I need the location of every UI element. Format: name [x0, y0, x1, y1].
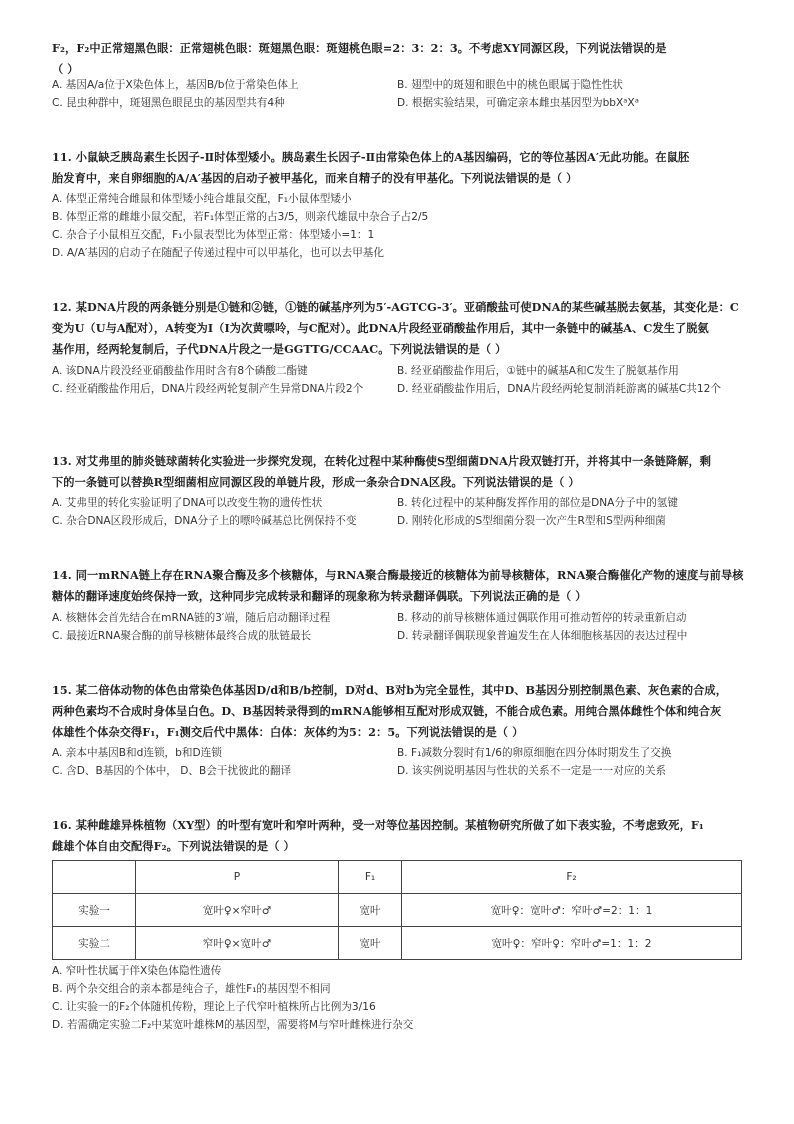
- question-10-line-1: F₂，F₂中正常翅黑色眼：正常翅桃色眼：斑翅黑色眼：斑翅桃色眼=2：3：2：3。不考虑XY同源区段，下列说法错误的是: [52, 41, 667, 55]
- table-cell: 宽叶♀：窄叶♀：窄叶♂=1：1：2: [402, 927, 742, 960]
- question-14-line-1: 14. 同一mRNA链上存在RNA聚合酶及多个核糖体，与RNA聚合酶最接近的核糖体为前导核糖体，RNA聚合酶催化产物的速度与前导核: [52, 568, 744, 582]
- question-16-option-b[interactable]: B. 两个杂交组合的亲本都是纯合子，雄性F₁的基因型不相同: [52, 983, 331, 995]
- question-11-option-c[interactable]: C. 杂合子小鼠相互交配，F₁小鼠表型比为体型正常：体型矮小=1：1: [52, 229, 375, 241]
- table-cell: 宽叶♀×窄叶♂: [136, 894, 339, 927]
- question-12-option-a[interactable]: A. 该DNA片段没经亚硝酸盐作用时含有8个磷酸二酯键: [52, 365, 308, 377]
- question-12-stem: [52, 297, 742, 360]
- table-header-cell: F₂: [402, 861, 742, 894]
- table-cell: 实验一: [53, 894, 136, 927]
- table-cell: 窄叶♀×宽叶♂: [136, 927, 339, 960]
- table-header-cell: P: [136, 861, 339, 894]
- question-15-line-2: 两种色素均不合成时身体呈白色。D、B基因转录得到的mRNA能够相互配对形成双链，不能合成色素。用纯合黑体雌性个体和纯合灰: [52, 704, 722, 718]
- question-12-option-b[interactable]: B. 经亚硝酸盐作用后，①链中的碱基A和C发生了脱氨基作用: [397, 365, 679, 377]
- question-15-stem: [52, 680, 742, 743]
- question-11-option-a[interactable]: A. 体型正常纯合雌鼠和体型矮小纯合雄鼠交配，F₁小鼠体型矮小: [52, 193, 352, 205]
- question-14-option-a[interactable]: A. 核糖体会首先结合在mRNA链的3′端，随后启动翻译过程: [52, 612, 331, 624]
- question-11-option-d[interactable]: D. A/A′基因的启动子在随配子传递过程中可以甲基化，也可以去甲基化: [52, 247, 384, 259]
- table-row: [53, 894, 742, 927]
- question-16-stem: [52, 815, 742, 857]
- table-header-row: [53, 861, 742, 894]
- question-14-option-b[interactable]: B. 移动的前导核糖体通过偶联作用可推动暂停的转录重新启动: [397, 612, 687, 624]
- table-cell: 宽叶: [339, 894, 402, 927]
- question-10-option-b[interactable]: B. 翅型中的斑翅和眼色中的桃色眼属于隐性性状: [397, 79, 623, 91]
- question-15-option-d[interactable]: D. 该实例说明基因与性状的关系不一定是一一对应的关系: [397, 765, 667, 777]
- question-11-stem: [52, 147, 742, 189]
- question-16-line-1: 16. 某种雌雄异株植物（XY型）的叶型有宽叶和窄叶两种，受一对等位基因控制。某植物研究所做了如下表实验，不考虑致死，F₁: [52, 818, 704, 832]
- question-10-line-2: （ ）: [52, 62, 79, 76]
- question-15-option-b[interactable]: B. F₁减数分裂时有1/6的卵原细胞在四分体时期发生了交换: [397, 747, 672, 759]
- question-12-option-d[interactable]: D. 经亚硝酸盐作用后，DNA片段经两轮复制消耗游离的碱基C共12个: [397, 383, 721, 395]
- question-13-line-1: 13. 对艾弗里的肺炎链球菌转化实验进一步探究发现，在转化过程中某种酶使S型细菌DNA片段双链打开，并将其中一条链降解，剩: [52, 454, 712, 468]
- question-13-stem: [52, 451, 742, 493]
- question-16-option-c[interactable]: C. 让实验一的F₂个体随机传粉，理论上子代窄叶植株所占比例为3/16: [52, 1001, 376, 1013]
- question-11-option-b[interactable]: B. 体型正常的雌雄小鼠交配，若F₁体型正常的占3/5，则亲代雄鼠中杂合子占2/5: [52, 211, 429, 223]
- question-12-option-c[interactable]: C. 经亚硝酸盐作用后，DNA片段经两轮复制产生异常DNA片段2个: [52, 383, 364, 395]
- question-15-line-3: 体雄性个体杂交得F₁，F₁测交后代中黑体：白体：灰体约为5：2：5。下列说法错误的是（ ）: [52, 725, 524, 739]
- question-15-option-c[interactable]: C. 含D、B基因的个体中， D、B会干扰彼此的翻译: [52, 765, 292, 777]
- question-12-line-2: 变为U（U与A配对），A转变为I（I为次黄嘌呤，与C配对）。此DNA片段经亚硝酸盐作用后，其中一条链中的碱基A、C发生了脱氨: [52, 321, 709, 335]
- question-11-line-1: 11. 小鼠缺乏胰岛素生长因子-Ⅱ时体型矮小。胰岛素生长因子-Ⅱ由常染色体上的A基因编码，它的等位基因A′无此功能。在鼠胚: [52, 150, 690, 164]
- question-13-option-c[interactable]: C. 杂合DNA区段形成后，DNA分子上的嘌呤碱基总比例保持不变: [52, 515, 357, 527]
- table-cell: 宽叶: [339, 927, 402, 960]
- question-10-stem: [52, 38, 742, 80]
- question-15-line-1: 15. 某二倍体动物的体色由常染色体基因D/d和B/b控制，D对d、B对b为完全显性，其中D、B基因分别控制黑色素、灰色素的合成，: [52, 683, 727, 697]
- question-12-line-3: 基作用，经两轮复制后，子代DNA片段之一是GGTTG/CCAAC。下列说法错误的是（ ）: [52, 342, 507, 356]
- question-16-line-2: 雌雄个体自由交配得F₂。下列说法错误的是（ ）: [52, 839, 295, 853]
- question-11-line-2: 胎发育中，来自卵细胞的A/A′基因的启动子被甲基化，而来自精子的没有甲基化。下列说法错误的是（ ）: [52, 171, 578, 185]
- question-14-stem: [52, 565, 742, 607]
- question-16-option-d[interactable]: D. 若需确定实验二F₂中某宽叶雄株M的基因型，需要将M与窄叶雌株进行杂交: [52, 1019, 414, 1031]
- question-15-option-a[interactable]: A. 亲本中基因B和d连锁，b和D连锁: [52, 747, 222, 759]
- table-row: [53, 927, 742, 960]
- question-14-line-2: 糖体的翻译速度始终保持一致，这种同步完成转录和翻译的现象称为转录翻译偶联。下列说法正确的是（ ）: [52, 589, 587, 603]
- question-14-option-d[interactable]: D. 转录翻译偶联现象普遍发生在人体细胞核基因的表达过程中: [397, 630, 688, 642]
- experiment-table: [52, 860, 742, 960]
- question-16-option-a[interactable]: A. 窄叶性状属于伴X染色体隐性遗传: [52, 965, 222, 977]
- table-cell: 实验二: [53, 927, 136, 960]
- question-10-option-c[interactable]: C. 昆虫种群中，斑翅黑色眼昆虫的基因型共有4种: [52, 97, 285, 109]
- question-14-option-c[interactable]: C. 最接近RNA聚合酶的前导核糖体最终合成的肽链最长: [52, 630, 312, 642]
- question-12-line-1: 12. 某DNA片段的两条链分别是①链和②链，①链的碱基序列为5′-AGTCG-3′。亚硝酸盐可使DNA的某些碱基脱去氨基，其变化是：C: [52, 300, 739, 314]
- question-13-line-2: 下的一条链可以替换R型细菌相应同源区段的单链片段，形成一条杂合DNA区段。下列说法错误的是（ ）: [52, 475, 580, 489]
- table-cell: 宽叶♀：宽叶♂：窄叶♂=2：1：1: [402, 894, 742, 927]
- table-header-cell: F₁: [339, 861, 402, 894]
- question-13-option-a[interactable]: A. 艾弗里的转化实验证明了DNA可以改变生物的遗传性状: [52, 497, 323, 509]
- table-header-cell: [53, 861, 136, 894]
- question-10-option-d[interactable]: D. 根据实验结果，可确定亲本雌虫基因型为bbXᵃXᵃ: [397, 97, 639, 109]
- question-10-option-a[interactable]: A. 基因A/a位于X染色体上，基因B/b位于常染色体上: [52, 79, 299, 91]
- question-13-option-b[interactable]: B. 转化过程中的某种酶发挥作用的部位是DNA分子中的氢键: [397, 497, 678, 509]
- question-13-option-d[interactable]: D. 刚转化形成的S型细菌分裂一次产生R型和S型两种细菌: [397, 515, 666, 527]
